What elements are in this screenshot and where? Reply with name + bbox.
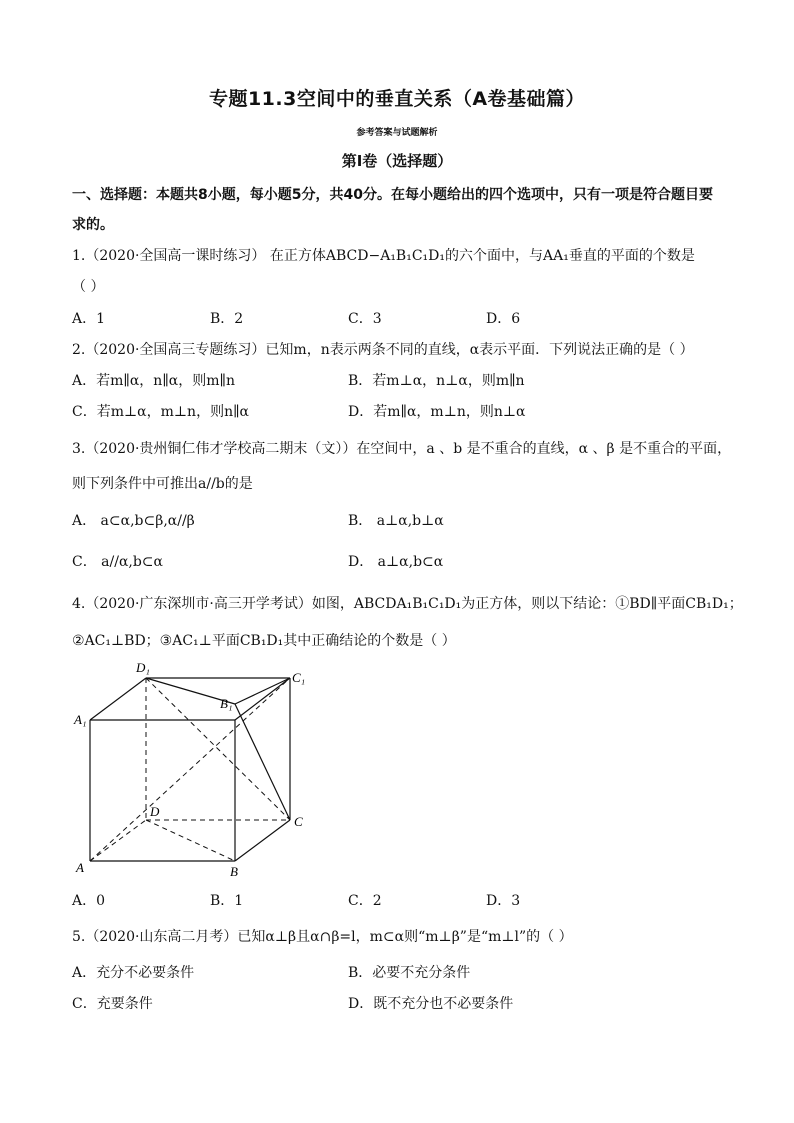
q5-option-d: D．既不充分也不必要条件 bbox=[348, 996, 514, 1012]
edge-a1-d1 bbox=[90, 678, 146, 720]
edge-a-d bbox=[90, 820, 146, 861]
q3-option-c: C． a//α,b⊂α bbox=[72, 554, 163, 570]
q1-option-c: C．3 bbox=[348, 311, 382, 327]
q3-option-b: B． a⊥α,b⊥α bbox=[348, 513, 444, 529]
label-b1: B₁ bbox=[220, 696, 233, 711]
q5-option-c: C．充要条件 bbox=[72, 996, 153, 1012]
q1-option-a: A．1 bbox=[72, 311, 106, 327]
cube-figure bbox=[70, 656, 330, 886]
instructions-line-1: 一、选择题：本题共8小题，每小题5分，共40分。在每小题给出的四个选项中，只有一项是符合题目要 bbox=[72, 187, 713, 203]
edge-front-right-top bbox=[235, 678, 290, 720]
q5-option-b: B．必要不充分条件 bbox=[348, 965, 471, 981]
q2-option-d: D．若m∥α，m⊥n，则n⊥α bbox=[348, 404, 526, 420]
diagonal-ac1 bbox=[90, 678, 290, 861]
q4-option-b: B．1 bbox=[210, 893, 244, 909]
q3-stem-line-1: 3.（2020·贵州铜仁伟才学校高二期末（文））在空间中，a 、b 是不重合的直线，α 、β 是不重合的平面， bbox=[72, 441, 732, 457]
q3-stem-line-2: 则下列条件中可推出a//b的是 bbox=[72, 476, 253, 492]
label-a: A bbox=[76, 860, 84, 875]
q1-stem-line-2: （ ） bbox=[72, 279, 105, 295]
q4-stem-line-1: 4.（2020·广东深圳市·高三开学考试）如图，ABCDA₁B₁C₁D₁为正方体，则以下结论：①BD∥平面CB₁D₁； bbox=[72, 596, 743, 612]
q4-stem-line-2: ②AC₁⊥BD；③AC₁⊥平面CB₁D₁其中正确结论的个数是（ ） bbox=[72, 633, 456, 649]
label-c: C bbox=[294, 814, 303, 829]
q1-option-b: B．2 bbox=[210, 311, 244, 327]
q4-option-a: A．0 bbox=[72, 893, 106, 909]
edge-b1-c1 bbox=[235, 678, 290, 704]
q5-option-a: A．充分不必要条件 bbox=[72, 965, 195, 981]
diagonal-bd bbox=[146, 820, 235, 861]
q2-option-b: B．若m⊥α，n⊥α，则m∥n bbox=[348, 373, 525, 389]
q3-option-d: D． a⊥α,b⊂α bbox=[348, 554, 444, 570]
q1-option-d: D．6 bbox=[486, 311, 521, 327]
page-subtitle: 参考答案与试题解析 bbox=[356, 128, 438, 138]
page-title: 专题11.3空间中的垂直关系（A卷基础篇） bbox=[208, 88, 586, 110]
label-b: B bbox=[230, 864, 238, 879]
q4-option-d: D．3 bbox=[486, 893, 521, 909]
q1-stem-line-1: 1.（2020·全国高一课时练习） 在正方体ABCD−A₁B₁C₁D₁的六个面中，与AA₁垂直的平面的个数是 bbox=[72, 248, 695, 264]
instructions-line-2: 求的。 bbox=[72, 217, 114, 233]
q5-stem-line-1: 5.（2020·山东高二月考）已知α⊥β且α∩β=l，m⊂α则“m⊥β”是“m⊥l”的（ ） bbox=[72, 929, 573, 945]
label-c1: C₁ bbox=[292, 670, 306, 685]
label-d1: D₁ bbox=[136, 660, 150, 675]
q2-option-c: C．若m⊥α，m⊥n，则n∥α bbox=[72, 404, 250, 420]
label-a1: A₁ bbox=[74, 712, 87, 727]
edge-b-c bbox=[235, 820, 290, 861]
label-d: D bbox=[150, 804, 160, 819]
q2-option-a: A．若m∥α，n∥α，则m∥n bbox=[72, 373, 236, 389]
section-heading: 第Ⅰ卷（选择题） bbox=[341, 152, 453, 170]
q4-option-c: C．2 bbox=[348, 893, 382, 909]
q2-stem-line-1: 2.（2020·全国高三专题练习）已知m，n表示两条不同的直线，α表示平面．下列说法正确的是（ ） bbox=[72, 342, 694, 358]
q3-option-a: A． a⊂α,b⊂β,α//β bbox=[72, 513, 195, 529]
